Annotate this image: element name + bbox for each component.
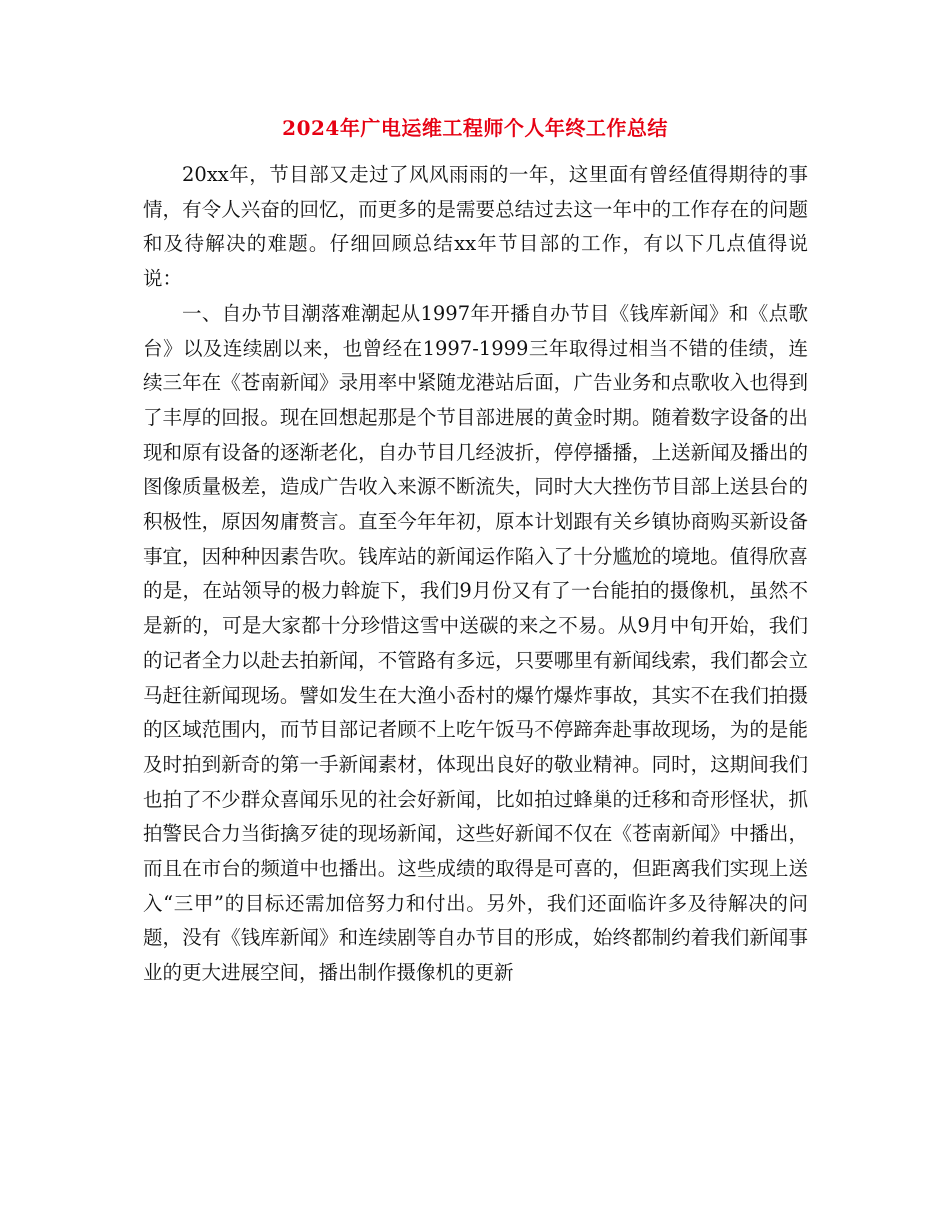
paragraph-intro: 20xx年，节目部又走过了风风雨雨的一年，这里面有曾经值得期待的事情，有令人兴奋的回忆，而更多的是需要总结过去这一年中的工作存在的问题和及待解决的难题。仔细回顾总结xx年节目部的工作，有以下几点值得说说： (143, 163, 808, 291)
paragraph-section-one: 一、自办节目潮落难潮起从1997年开播自办节目《钱库新闻》和《点歌台》以及连续剧以来，也曾经在1997-1999三年取得过相当不错的佳绩，连续三年在《苍南新闻》录用率中紧随龙港站后面，广告业务和点歌收入也得到了丰厚的回报。现在回想起那是个节目部进展的黄金时期。随着数字设备的出现和原有设备的逐渐老化，自办节目几经波折，停停播播，上送新闻及播出的图像质量极差，造成广告收入来源不断流失，同时大大挫伤节目部上送县台的积极性，原因匆庸赘言。直至今年年初，原本计划跟有关乡镇协商购买新设备事宜，因种种因素告吹。钱库站的新闻运作陷入了十分尴尬的境地。值得欣喜的是，在站领导的极力斡旋下，我们9月份又有了一台能拍的摄像机，虽然不是新的，可是大家都十分珍惜这雪中送碳的来之不易。从9月中旬开始，我们的记者全力以赴去拍新闻，不管路有多远，只要哪里有新闻线索，我们都会立马赶往新闻现场。譬如发生在大渔小岙村的爆竹爆炸事故，其实不在我们拍摄的区域范围内，而节目部记者顾不上吃午饭马不停蹄奔赴事故现场，为的是能及时拍到新奇的第一手新闻素材，体现出良好的敬业精神。同时，这期间我们也拍了不少群众喜闻乐见的社会好新闻，比如拍过蜂巢的迁移和奇形怪状，抓拍警民合力当街擒歹徒的现场新闻，这些好新闻不仅在《苍南新闻》中播出，而且在市台的频道中也播出。这些成绩的取得是可喜的，但距离我们实现上送入“三甲”的目标还需加倍努力和付出。另外，我们还面临许多及待解决的问题，没有《钱库新闻》和连续剧等自办节目的形成，始终都制约着我们新闻事业的更大进展空间，播出制作摄像机的更新 (143, 301, 808, 985)
document-title: 2024年广电运维工程师个人年终工作总结 (282, 116, 668, 140)
document-body (143, 158, 808, 991)
